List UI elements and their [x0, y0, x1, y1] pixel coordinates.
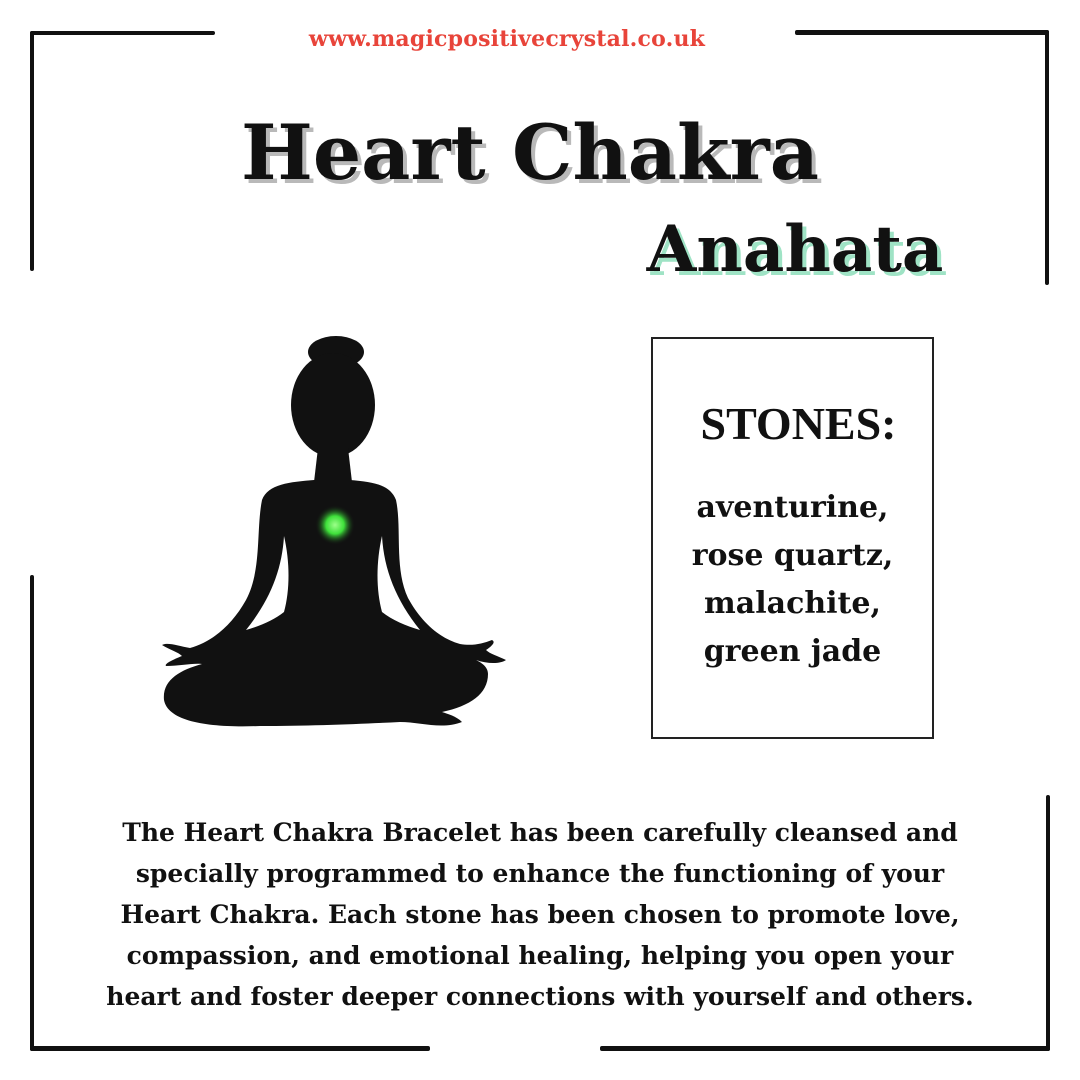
heart-chakra-glow-icon: [315, 505, 355, 545]
description-line: Heart Chakra. Each stone has been chosen to promote love,: [120, 900, 960, 929]
list-item: malachite,: [704, 586, 881, 621]
description-line: heart and foster deeper connections with yourself and others.: [106, 982, 974, 1011]
description-line: specially programmed to enhance the functioning of your: [135, 859, 945, 888]
page-subtitle: Anahata: [646, 212, 944, 287]
description-line: compassion, and emotional healing, helping you open your: [126, 941, 954, 970]
meditating-woman-silhouette-icon: [150, 330, 520, 740]
list-item: aventurine,: [696, 490, 889, 525]
frame-border: [30, 575, 34, 1051]
list-item: green jade: [703, 634, 882, 669]
frame-border: [1046, 795, 1050, 1051]
stones-list: [653, 484, 932, 676]
frame-border: [30, 1046, 430, 1051]
description-paragraph: [40, 812, 1040, 1017]
stones-panel: [651, 337, 934, 739]
description-line: The Heart Chakra Bracelet has been carefully cleansed and: [122, 818, 958, 847]
stones-heading: STONES:: [700, 398, 897, 449]
list-item: rose quartz,: [691, 538, 894, 573]
frame-border: [600, 1046, 1050, 1051]
page-title: Heart Chakra: [241, 108, 819, 197]
website-url[interactable]: www.magicpositivecrystal.co.uk: [308, 26, 706, 52]
